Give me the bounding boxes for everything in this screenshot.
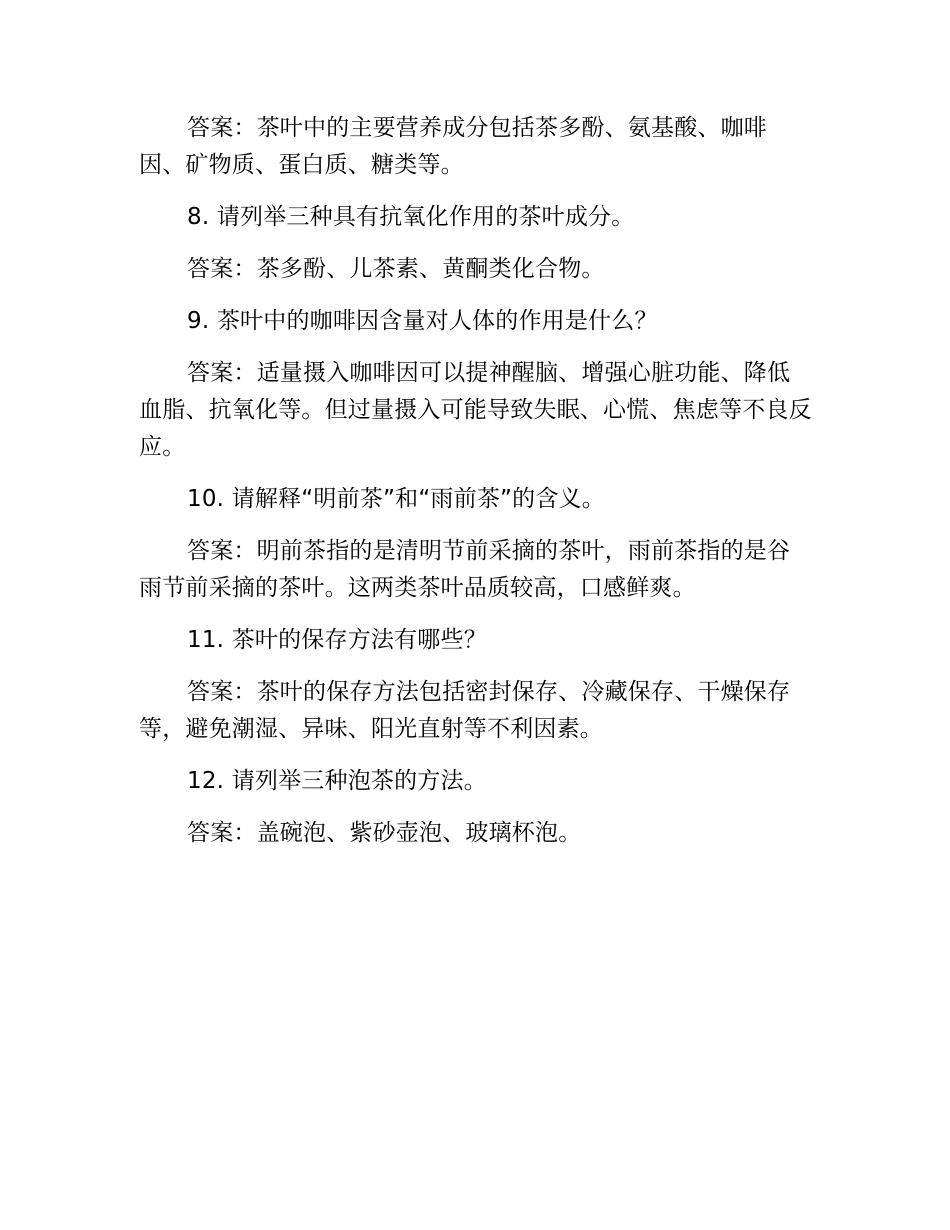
answer-11: 答案：茶叶的保存方法包括密封保存、冷藏保存、干燥保存等，避免潮湿、异味、阳光直射等不利因素。 — [139, 679, 791, 742]
question-11: 11. 茶叶的保存方法有哪些？ — [187, 627, 487, 653]
question-10: 10. 请解释“明前茶”和“雨前茶”的含义。 — [187, 486, 605, 512]
document-body — [139, 110, 813, 867]
answer-12: 答案：盖碗泡、紫砂壶泡、玻璃杯泡。 — [187, 820, 582, 846]
question-9: 9. 茶叶中的咖啡因含量对人体的作用是什么？ — [187, 308, 658, 334]
question-8: 8. 请列举三种具有抗氧化作用的茶叶成分。 — [187, 204, 635, 230]
answer-10: 答案：明前茶指的是清明节前采摘的茶叶，雨前茶指的是谷雨节前采摘的茶叶。这两类茶叶品质较高，口感鲜爽。 — [139, 538, 791, 601]
question-12: 12. 请列举三种泡茶的方法。 — [187, 768, 487, 794]
answer-8: 答案：茶多酚、儿茶素、黄酮类化合物。 — [187, 256, 605, 282]
answer-9: 答案：适量摄入咖啡因可以提神醒脑、增强心脏功能、降低血脂、抗氧化等。但过量摄入可能导致失眠、心慌、焦虑等不良反应。 — [139, 360, 812, 460]
answer-paragraph: 答案：茶叶中的主要营养成分包括茶多酚、氨基酸、咖啡因、矿物质、蛋白质、糖类等。 — [139, 115, 767, 178]
